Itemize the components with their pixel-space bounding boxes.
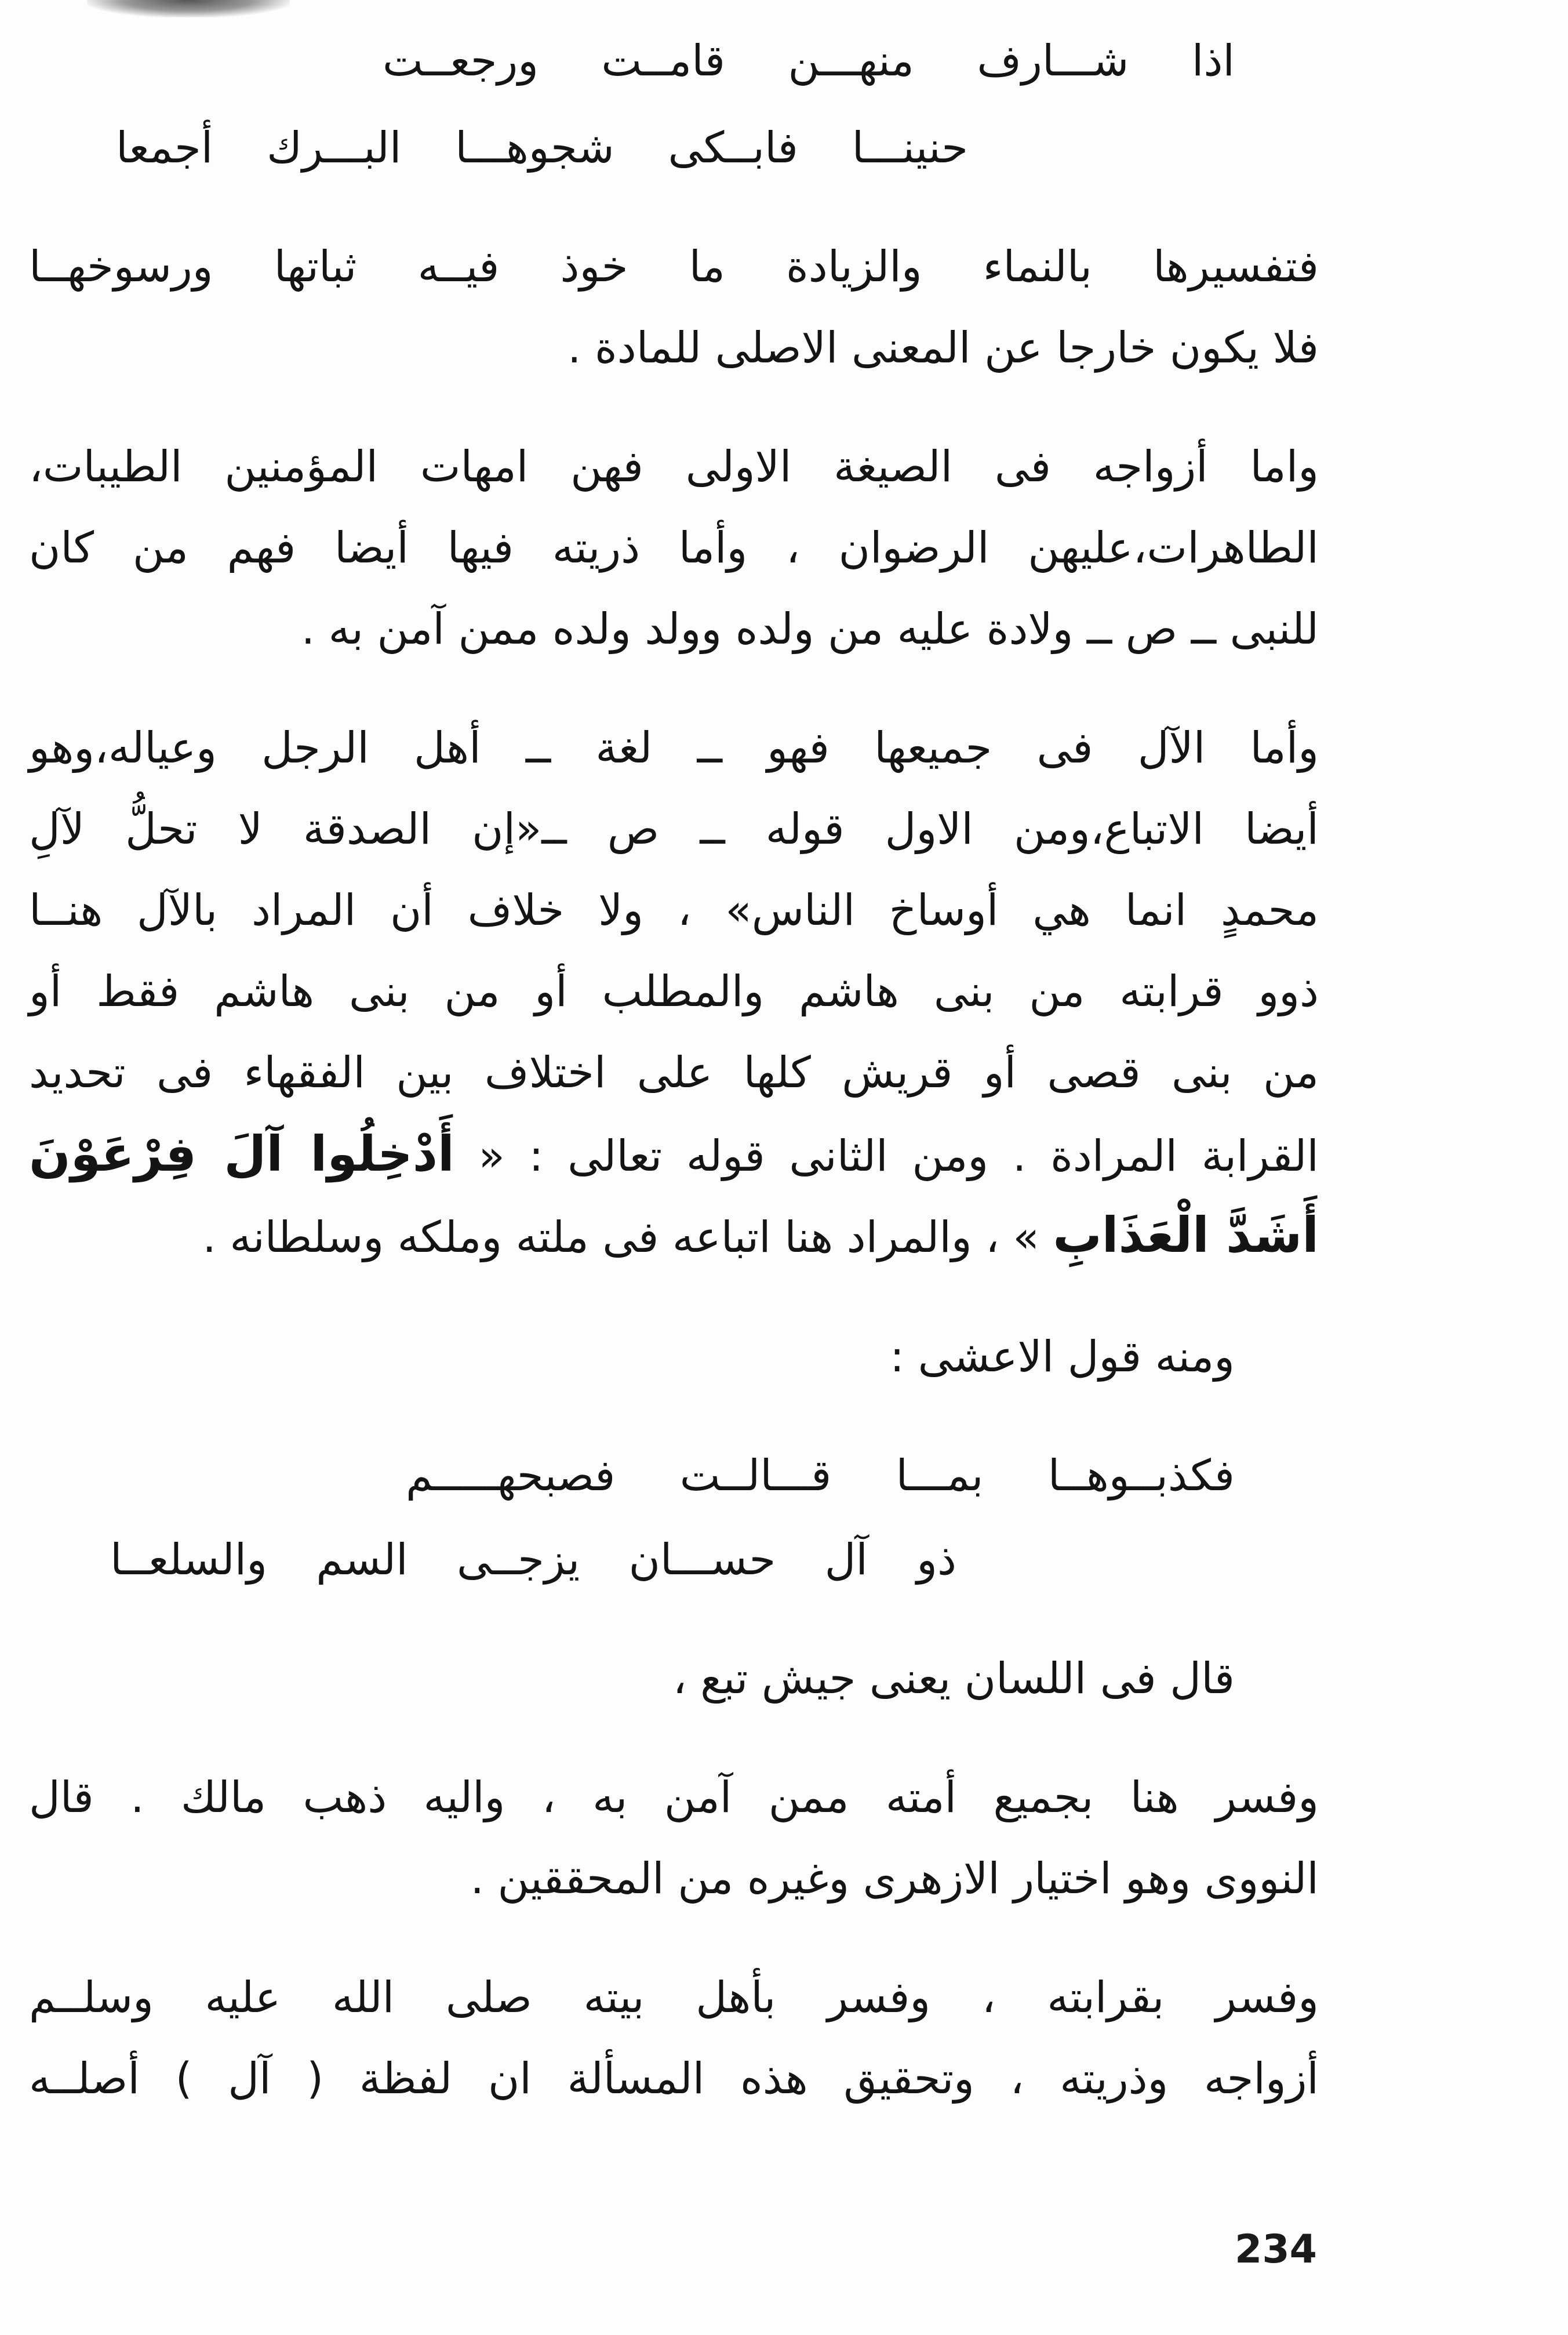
para3-line2: أيضا الاتباع،ومن الاول قوله ــ ص ــ«إن الصدقة لا تحلُّ لآلِ: [29, 804, 1319, 854]
verse1-line1: اذا شـــارف منهـــن قامــت ورجعــت: [383, 36, 1235, 86]
para3-line3: محمدٍ انما هي أوساخ الناس» ، ولا خلاف أن المراد بالآل هنــا: [29, 885, 1319, 935]
para2-line1: واما أزواجه فى الصيغة الاولى فهن امهات المؤمنين الطيبات،: [29, 442, 1319, 492]
para3-line6: [29, 1122, 1319, 1186]
page-number: 234: [1235, 2227, 1317, 2272]
para2-line2: الطاهرات،عليهن الرضوان ، وأما ذريته فيها أيضا فهم من كان: [29, 523, 1319, 573]
para3-line7-text: » ، والمراد هنا اتباعه فى ملته وملكه وسلطانه .: [202, 1212, 1039, 1262]
verse2-line1: فكذبــوهــا بمـــا قـــالــت فصبحهـــــم: [406, 1451, 1235, 1501]
para3-line5: من بنى قصى أو قريش كلها على اختلاف بين الفقهاء فى تحديد: [29, 1048, 1319, 1098]
para5-line2: النووى وهو اختيار الازهرى وغيره من المحققين .: [470, 1854, 1319, 1904]
verse2-line2: ذو آل حســـان يزجــى السم والسلعــا: [110, 1535, 956, 1585]
para1-line1: فتفسيرها بالنماء والزيادة ما خوذ فيــه ثباتها ورسوخهــا: [29, 242, 1319, 292]
para6-line1: وفسر بقرابته ، وفسر بأهل بيته صلى الله عليه وسلــم: [29, 1973, 1319, 2022]
quran-quote-part1: أَدْخِلُوا آلَ فِرْعَوْنَ: [29, 1125, 454, 1182]
quran-quote-part2: أَشَدَّ الْعَذَابِ: [1053, 1207, 1319, 1263]
para4-line1: قال فى اللسان يعنى جيش تبع ،: [672, 1654, 1235, 1704]
para1-line2: فلا يكون خارجا عن المعنى الاصلى للمادة .: [567, 323, 1319, 373]
para3-line4: ذوو قرابته من بنى هاشم والمطلب أو من بنى هاشم فقط أو: [29, 967, 1319, 1016]
para2-line3: للنبى ــ ص ــ ولادة عليه من ولده وولد ولده ممن آمن به .: [301, 604, 1319, 654]
para3-line1: وأما الآل فى جميعها فهو ــ لغة ــ أهل الرجل وعياله،وهو: [29, 723, 1319, 773]
para6-line2: أزواجه وذريته ، وتحقيق هذه المسألة ان لفظة ( آل ) أصلــه: [29, 2054, 1319, 2104]
para3-line7: [29, 1203, 1319, 1267]
verse-intro: ومنه قول الاعشى :: [890, 1332, 1235, 1382]
verse1-line2: حنينـــا فابــكى شجوهـــا البـــرك أجمعا: [116, 123, 968, 173]
para3-line6-text: القرابة المرادة . ومن الثانى قوله تعالى : «: [478, 1131, 1319, 1181]
para5-line1: وفسر هنا بجميع أمته ممن آمن به ، واليه ذهب مالك . قال: [29, 1773, 1319, 1822]
